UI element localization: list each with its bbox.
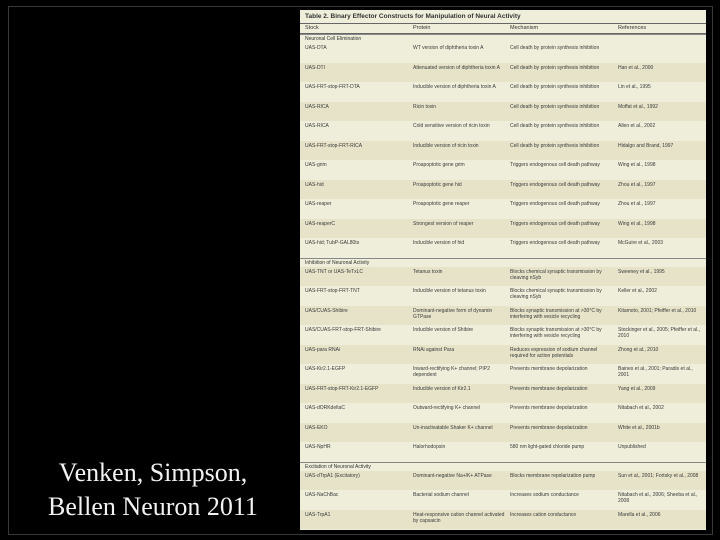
table-body bbox=[300, 34, 706, 530]
cell-stock: UAS-RICA bbox=[305, 123, 329, 129]
cell-mechanism: Blocks synaptic transmission at >30°C by interfering with vesicle recycling bbox=[510, 327, 602, 339]
cell-mechanism: Triggers endogenous cell death pathway bbox=[510, 240, 600, 246]
table-row bbox=[300, 403, 706, 423]
cell-mechanism: Blocks membrane repolarization pump bbox=[510, 472, 596, 479]
cell-mechanism: Blocks chemical synaptic transmission by cleaving nSyb bbox=[510, 268, 602, 281]
cell-protein: Inward-rectifying K+ channel; PIP2 dependent bbox=[413, 366, 490, 378]
cell-protein: Dominant-negative form of dynamin GTPase bbox=[413, 307, 493, 320]
cell-protein: Proapoptotic gene grim bbox=[413, 162, 465, 168]
cell-references: Baines et al., 2001; Paradis et al., 2001 bbox=[618, 366, 693, 378]
cell-mechanism: Cell death by protein synthesis inhibition bbox=[510, 142, 600, 149]
effector-table bbox=[300, 10, 706, 530]
cell-protein: Inducible version of tetanus toxin bbox=[413, 288, 486, 294]
cell-stock: UAS-dORKdeltaC bbox=[305, 405, 346, 411]
cell-stock: UAS-FRT-stop-FRT-DTA bbox=[305, 84, 360, 90]
cell-references: Yang et al., 2009 bbox=[618, 385, 656, 392]
section-label: Neuronal Cell Elimination bbox=[305, 36, 362, 42]
cell-stock: UAS-reaper bbox=[305, 201, 332, 207]
cell-stock: UAS-NpHR bbox=[305, 444, 331, 450]
cell-protein: RNAi against Para bbox=[413, 346, 455, 353]
cell-protein: Tetanus toxin bbox=[413, 268, 443, 275]
cell-protein: Strongest version of reaper bbox=[413, 220, 474, 227]
cell-mechanism: Cell death by protein synthesis inhibition bbox=[510, 103, 600, 110]
cell-stock: UAS-Kir2.1-EGFP bbox=[305, 366, 346, 372]
cell-stock: UAS-reaperC bbox=[305, 220, 336, 227]
cell-references: White et al., 2001b bbox=[618, 424, 660, 431]
cell-stock: UAS-FRT-stop-FRT-RICA bbox=[305, 142, 363, 149]
cell-mechanism: Cell death by protein synthesis inhibition bbox=[510, 64, 600, 71]
table-row bbox=[300, 286, 706, 306]
cell-stock: UAS-para RNAi bbox=[305, 346, 341, 353]
cell-references: Wing et al., 1998 bbox=[618, 220, 656, 227]
header-references: References bbox=[618, 25, 647, 31]
cell-mechanism: Prevents membrane depolarization bbox=[510, 385, 588, 392]
cell-stock: UAS-TNT or UAS-TeTxLC bbox=[305, 268, 363, 275]
cell-protein: Inducible version of hid bbox=[413, 240, 465, 246]
cell-stock: UAS-NaChBac bbox=[305, 492, 339, 498]
cell-references: Han et al., 2000 bbox=[618, 64, 654, 71]
cell-protein: Bacterial sodium channel bbox=[413, 492, 469, 498]
cell-stock: UAS-hid; TubP-GAL80ts bbox=[305, 240, 360, 246]
table-header-row bbox=[300, 23, 706, 34]
table-row bbox=[300, 63, 706, 83]
header-stock: Stock bbox=[305, 25, 319, 31]
cell-mechanism: Reduces expression of sodium channel required for action potentials bbox=[510, 346, 598, 359]
cell-references: McGuire et al., 2003 bbox=[618, 240, 664, 246]
cell-references: Unpublished bbox=[618, 444, 646, 450]
table-row bbox=[300, 219, 706, 239]
cell-references bbox=[618, 45, 704, 63]
table-row bbox=[300, 364, 706, 384]
cell-mechanism: Prevents membrane depolarization bbox=[510, 366, 588, 372]
table-row bbox=[300, 306, 706, 326]
section-label: Inhibition of Neuronal Activity bbox=[305, 259, 370, 266]
cell-references: Lin et al., 1995 bbox=[618, 84, 651, 90]
cell-mechanism: 580 nm light-gated chloride pump bbox=[510, 444, 585, 450]
cell-mechanism: Prevents membrane depolarization bbox=[510, 405, 588, 411]
cell-references: Nitabach et al., 2006; Sheeba et al., 2008 bbox=[618, 492, 698, 504]
table-row bbox=[300, 471, 706, 491]
table-row bbox=[300, 82, 706, 102]
cell-references: Zhou et al., 1997 bbox=[618, 181, 656, 188]
header-mechanism: Mechanism bbox=[510, 25, 539, 31]
cell-mechanism: Cell death by protein synthesis inhibition bbox=[510, 84, 600, 90]
cell-protein: Attenuated version of diphtheria toxin A bbox=[413, 64, 501, 71]
cell-protein: WT version of diphtheria toxin A bbox=[413, 45, 484, 51]
cell-protein: Outward-rectifying K+ channel bbox=[413, 405, 481, 411]
cell-references: Wing et al., 1998 bbox=[618, 162, 656, 168]
table-row bbox=[300, 442, 706, 462]
cell-mechanism: Cell death by protein synthesis inhibition bbox=[510, 123, 600, 129]
cell-references: Moffat et al., 1992 bbox=[618, 103, 658, 110]
cell-references: Zhong et al., 2010 bbox=[618, 346, 659, 353]
table-row bbox=[300, 384, 706, 404]
table-row bbox=[300, 267, 706, 287]
table-row bbox=[300, 325, 706, 345]
cell-stock: UAS/CUAS-FRT-stop-FRT-Shibire bbox=[305, 327, 381, 333]
cell-stock: UAS-FRT-stop-FRT-TNT bbox=[305, 288, 360, 294]
cell-references: Keller et al., 2002 bbox=[618, 288, 657, 294]
cell-mechanism: Triggers endogenous cell death pathway bbox=[510, 201, 600, 207]
table-row bbox=[300, 102, 706, 122]
cell-references: Allen et al., 2002 bbox=[618, 123, 656, 129]
table-row bbox=[300, 121, 706, 141]
caption-line-1: Venken, Simpson, bbox=[58, 458, 248, 487]
cell-protein: Halorhodopsin bbox=[413, 444, 446, 450]
cell-protein: Un-inactivatable Shaker K+ channel bbox=[413, 424, 493, 431]
cell-mechanism: Increases cation conductance bbox=[510, 511, 577, 518]
table-row bbox=[300, 180, 706, 200]
cell-stock: UAS-DTI bbox=[305, 64, 325, 71]
table-row bbox=[300, 345, 706, 365]
cell-stock: UAS-RICA bbox=[305, 103, 329, 110]
cell-mechanism: Blocks chemical synaptic transmission by cleaving nSyb bbox=[510, 288, 602, 300]
cell-stock: UAS-EKO bbox=[305, 424, 328, 431]
cell-protein: Ricin toxin bbox=[413, 103, 437, 110]
cell-stock: UAS-TrpA1 bbox=[305, 511, 331, 518]
citation-caption bbox=[22, 456, 284, 524]
cell-references: Sweeney et al., 1995 bbox=[618, 268, 665, 275]
cell-protein: Inducible version of Shibire bbox=[413, 327, 474, 333]
cell-protein: Inducible version of diphtheria toxin A bbox=[413, 84, 496, 90]
caption-line-2: Bellen Neuron 2011 bbox=[48, 492, 258, 521]
table-row bbox=[300, 141, 706, 161]
cell-mechanism: Prevents membrane depolarization bbox=[510, 424, 588, 431]
cell-stock: UAS-FRT-stop-FRT-Kir2.1-EGFP bbox=[305, 385, 379, 392]
cell-references: Stockinger et al., 2005; Pfeiffer et al., 2010 bbox=[618, 327, 700, 339]
cell-protein: Heat-responsive cation channel activated by capsaicin bbox=[413, 511, 505, 524]
cell-protein: Inducible version of Kir2.1 bbox=[413, 385, 471, 392]
cell-protein: Dominant-negative Na+/K+ ATPase bbox=[413, 472, 492, 479]
table-row bbox=[300, 199, 706, 219]
cell-stock: UAS-grim bbox=[305, 162, 327, 168]
cell-protein: Proapoptotic gene reaper bbox=[413, 201, 470, 207]
cell-stock: UAS-dTrpA1 (Excitatory) bbox=[305, 472, 360, 479]
cell-stock: UAS-DTA bbox=[305, 45, 327, 51]
cell-mechanism: Triggers endogenous cell death pathway bbox=[510, 181, 600, 188]
table-row bbox=[300, 510, 706, 530]
section-label: Excitation of Neuronal Activity bbox=[305, 463, 371, 470]
table-row bbox=[300, 160, 706, 180]
cell-protein: Inducible version of ricin toxin bbox=[413, 142, 479, 149]
cell-mechanism: Blocks synaptic transmission at >30°C by interfering with vesicle recycling bbox=[510, 307, 602, 320]
cell-references: Zhou et al., 1997 bbox=[618, 201, 656, 207]
cell-mechanism: Triggers endogenous cell death pathway bbox=[510, 220, 600, 227]
cell-mechanism: Triggers endogenous cell death pathway bbox=[510, 162, 600, 168]
table-row bbox=[300, 43, 706, 63]
cell-mechanism: Cell death by protein synthesis inhibition bbox=[510, 45, 600, 51]
cell-stock: UAS-hid bbox=[305, 181, 324, 188]
cell-references: Kitamoto, 2001; Pfeiffer et al., 2010 bbox=[618, 307, 697, 314]
cell-protein: Proapoptotic gene hid bbox=[413, 181, 462, 188]
cell-stock: UAS/CUAS-Shibire bbox=[305, 307, 348, 314]
table-row bbox=[300, 238, 706, 258]
cell-references: Nitabach et al., 2002 bbox=[618, 405, 664, 411]
cell-mechanism: Increases sodium conductance bbox=[510, 492, 579, 498]
cell-references: Marella et al., 2006 bbox=[618, 511, 661, 518]
table-row bbox=[300, 423, 706, 443]
table-title: Table 2. Binary Effector Constructs for Manipulation of Neural Activity bbox=[305, 13, 521, 20]
cell-references: Sun et al., 2001; Fortsky et al., 2008 bbox=[618, 472, 699, 479]
cell-protein: Cold sensitive version of ricin toxin bbox=[413, 123, 490, 129]
header-protein: Protein bbox=[413, 25, 431, 31]
cell-references: Hidalgo and Brand, 1997 bbox=[618, 142, 674, 149]
table-row bbox=[300, 490, 706, 510]
